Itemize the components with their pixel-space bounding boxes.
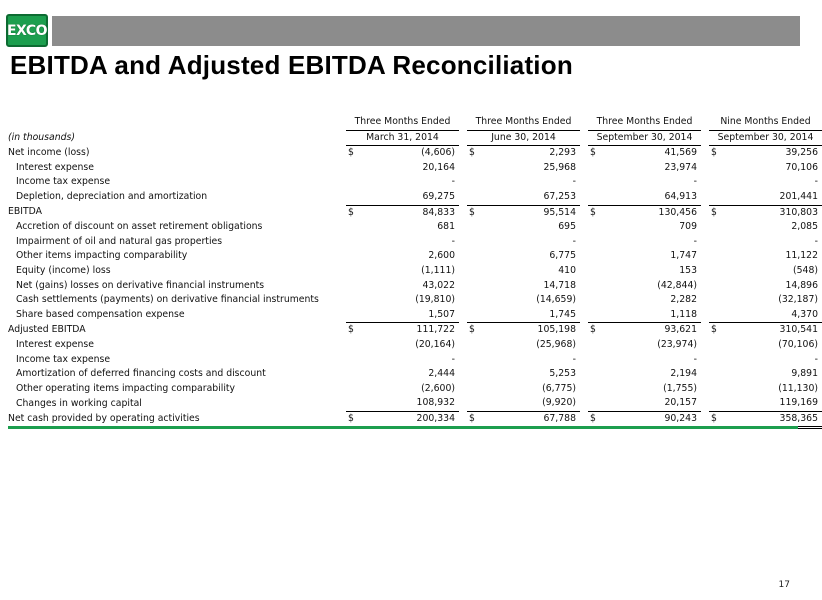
value-cell: 9,891: [791, 368, 818, 380]
table-row: [8, 396, 822, 411]
value-cell: -: [814, 235, 818, 247]
cell-gap: [701, 235, 709, 250]
row-label: Impairment of oil and natural gas properties: [16, 235, 223, 247]
cell-gap: [459, 323, 467, 338]
cell-gap: [459, 367, 467, 382]
currency-symbol: [709, 249, 721, 264]
currency-symbol: [588, 249, 600, 264]
value-cell: -: [451, 235, 455, 247]
header-gap: [459, 115, 467, 130]
currency-symbol: [709, 353, 721, 368]
currency-symbol: $: [590, 147, 596, 159]
value-cell: -: [572, 176, 576, 188]
reconciliation-table-container: [8, 115, 818, 429]
currency-symbol: $: [467, 205, 479, 220]
currency-symbol: [588, 279, 600, 294]
table-row: [8, 205, 822, 220]
cell-gap: [701, 293, 709, 308]
value-cell: -: [693, 176, 697, 188]
currency-symbol: [346, 264, 358, 279]
value-cell: (19,810): [415, 294, 455, 306]
value-cell: (14,659): [536, 294, 576, 306]
value-cell: 67,788: [479, 411, 580, 428]
value-cell: 153: [679, 264, 697, 276]
row-label: Interest expense: [16, 161, 94, 173]
currency-symbol: $: [346, 323, 358, 338]
currency-symbol: [467, 338, 479, 353]
value-cell: 14,896: [785, 279, 818, 291]
value-cell: 43,022: [422, 279, 455, 291]
row-label: Interest expense: [16, 338, 94, 350]
cell-gap: [580, 249, 588, 264]
currency-symbol: [346, 353, 358, 368]
currency-symbol: $: [467, 323, 479, 338]
currency-symbol: [467, 396, 479, 411]
cell-gap: [459, 353, 467, 368]
header-gap: [580, 115, 588, 130]
value-cell: 2,600: [428, 250, 455, 262]
value-cell: 2,293: [549, 147, 576, 159]
row-label: Share based compensation expense: [16, 308, 185, 320]
value-cell: -: [814, 176, 818, 188]
value-cell: (9,920): [542, 397, 576, 409]
currency-symbol: $: [711, 147, 717, 159]
currency-symbol: $: [588, 411, 600, 428]
cell-gap: [580, 323, 588, 338]
value-cell: 14,718: [543, 279, 576, 291]
cell-gap: [580, 235, 588, 250]
value-cell: -: [693, 353, 697, 365]
cell-gap: [459, 175, 467, 190]
cell-gap: [701, 190, 709, 205]
currency-symbol: [346, 367, 358, 382]
cell-gap: [459, 146, 467, 161]
cell-gap: [580, 264, 588, 279]
header-row-dates: [8, 130, 822, 146]
value-cell: 67,253: [543, 190, 576, 202]
currency-symbol: [467, 161, 479, 176]
currency-symbol: [346, 382, 358, 397]
table-row: [8, 382, 822, 397]
currency-symbol: [588, 293, 600, 308]
value-cell: 130,456: [600, 205, 701, 220]
cell-gap: [580, 338, 588, 353]
currency-symbol: [588, 353, 600, 368]
value-cell: 108,932: [416, 397, 455, 409]
currency-symbol: [346, 396, 358, 411]
table-row: [8, 323, 822, 338]
value-cell: (548): [793, 264, 818, 276]
table-row: [8, 353, 822, 368]
currency-symbol: [709, 175, 721, 190]
cell-gap: [580, 175, 588, 190]
value-cell: 39,256: [785, 147, 818, 159]
cell-gap: [459, 308, 467, 323]
cell-gap: [580, 308, 588, 323]
column-date: September 30, 2014: [588, 130, 701, 146]
value-cell: (1,111): [421, 264, 455, 276]
value-cell: 5,253: [549, 368, 576, 380]
cell-gap: [701, 396, 709, 411]
value-cell: 2,085: [791, 221, 818, 233]
currency-symbol: [588, 220, 600, 235]
value-cell: 95,514: [479, 205, 580, 220]
currency-symbol: [709, 220, 721, 235]
table-row: [8, 175, 822, 190]
cell-gap: [580, 220, 588, 235]
value-cell: 111,722: [358, 323, 459, 338]
currency-symbol: [588, 235, 600, 250]
row-label: Net cash provided by operating activities: [8, 413, 200, 425]
value-cell: 358,365: [721, 411, 822, 428]
value-cell: 1,507: [428, 308, 455, 320]
cell-gap: [701, 323, 709, 338]
currency-symbol: [467, 190, 479, 205]
currency-symbol: [588, 367, 600, 382]
value-cell: 695: [558, 221, 576, 233]
currency-symbol: [346, 190, 358, 205]
currency-symbol: [346, 338, 358, 353]
table-row: [8, 338, 822, 353]
units-label: (in thousands): [8, 131, 75, 143]
value-cell: 201,441: [779, 190, 818, 202]
row-label: Equity (income) loss: [16, 264, 111, 276]
column-date: March 31, 2014: [346, 130, 459, 146]
currency-symbol: [346, 235, 358, 250]
table-row: [8, 264, 822, 279]
value-cell: (1,755): [663, 382, 697, 394]
table-row: [8, 190, 822, 205]
table-body: [8, 146, 822, 428]
value-cell: 84,833: [358, 205, 459, 220]
value-cell: 6,775: [549, 250, 576, 262]
currency-symbol: [467, 353, 479, 368]
value-cell: 105,198: [479, 323, 580, 338]
value-cell: 200,334: [358, 411, 459, 428]
currency-symbol: $: [346, 205, 358, 220]
cell-gap: [701, 205, 709, 220]
currency-symbol: [588, 338, 600, 353]
currency-symbol: [588, 161, 600, 176]
cell-gap: [459, 190, 467, 205]
row-label: Cash settlements (payments) on derivative financial instruments: [16, 294, 319, 306]
currency-symbol: [588, 175, 600, 190]
value-cell: (42,844): [657, 279, 697, 291]
cell-gap: [701, 220, 709, 235]
value-cell: 2,444: [428, 368, 455, 380]
cell-gap: [580, 367, 588, 382]
cell-gap: [459, 235, 467, 250]
cell-gap: [701, 279, 709, 294]
value-cell: 41,569: [664, 147, 697, 159]
cell-gap: [701, 308, 709, 323]
cell-gap: [580, 190, 588, 205]
column-period: Three Months Ended: [346, 115, 459, 130]
currency-symbol: [709, 367, 721, 382]
header-gap: [459, 130, 467, 146]
value-cell: -: [451, 176, 455, 188]
value-cell: 25,968: [543, 161, 576, 173]
currency-symbol: [709, 308, 721, 323]
cell-gap: [701, 353, 709, 368]
value-cell: 20,157: [664, 397, 697, 409]
currency-symbol: [467, 367, 479, 382]
value-cell: 1,747: [670, 250, 697, 262]
row-label: Adjusted EBITDA: [8, 324, 86, 336]
row-label: Other items impacting comparability: [16, 250, 188, 262]
currency-symbol: [467, 293, 479, 308]
cell-gap: [580, 293, 588, 308]
value-cell: 310,803: [721, 205, 822, 220]
logo-text: EXCO: [6, 22, 48, 39]
currency-symbol: [588, 396, 600, 411]
value-cell: 2,282: [670, 294, 697, 306]
currency-symbol: $: [588, 323, 600, 338]
currency-symbol: [467, 308, 479, 323]
currency-symbol: $: [346, 411, 358, 428]
value-cell: 119,169: [779, 397, 818, 409]
row-label: Depletion, depreciation and amortization: [16, 191, 208, 203]
table-row: [8, 220, 822, 235]
cell-gap: [580, 146, 588, 161]
row-label: Net (gains) losses on derivative financial instruments: [16, 279, 265, 291]
currency-symbol: [709, 235, 721, 250]
currency-symbol: [588, 264, 600, 279]
cell-gap: [701, 382, 709, 397]
value-cell: -: [693, 235, 697, 247]
value-cell: (2,600): [421, 382, 455, 394]
column-date: June 30, 2014: [467, 130, 580, 146]
cell-gap: [701, 367, 709, 382]
reconciliation-table: [8, 115, 822, 429]
cell-gap: [459, 338, 467, 353]
value-cell: 70,106: [785, 161, 818, 173]
value-cell: (32,187): [778, 294, 818, 306]
currency-symbol: [346, 293, 358, 308]
cell-gap: [459, 293, 467, 308]
table-row: [8, 308, 822, 323]
value-cell: 709: [679, 221, 697, 233]
currency-symbol: [588, 382, 600, 397]
value-cell: -: [814, 353, 818, 365]
value-cell: 1,118: [670, 308, 697, 320]
value-cell: (23,974): [657, 338, 697, 350]
header-bar: [52, 16, 800, 46]
currency-symbol: [467, 220, 479, 235]
cell-gap: [580, 396, 588, 411]
column-period: Nine Months Ended: [709, 115, 822, 130]
currency-symbol: $: [709, 411, 721, 428]
table-row: [8, 235, 822, 250]
currency-symbol: [346, 279, 358, 294]
value-cell: 310,541: [721, 323, 822, 338]
column-date: September 30, 2014: [709, 130, 822, 146]
cell-gap: [459, 396, 467, 411]
table-row: [8, 249, 822, 264]
currency-symbol: [709, 161, 721, 176]
cell-gap: [701, 249, 709, 264]
column-period: Three Months Ended: [467, 115, 580, 130]
value-cell: 11,122: [785, 250, 818, 262]
header-spacer: [8, 115, 346, 130]
value-cell: 4,370: [791, 308, 818, 320]
row-label: EBITDA: [8, 206, 43, 218]
value-cell: 69,275: [422, 190, 455, 202]
value-cell: 90,243: [600, 411, 701, 428]
value-cell: 23,974: [664, 161, 697, 173]
cell-gap: [459, 279, 467, 294]
currency-symbol: $: [588, 205, 600, 220]
page-title: EBITDA and Adjusted EBITDA Reconciliation: [10, 50, 573, 80]
cell-gap: [580, 161, 588, 176]
table-row: [8, 293, 822, 308]
currency-symbol: [709, 338, 721, 353]
currency-symbol: [709, 382, 721, 397]
cell-gap: [701, 338, 709, 353]
value-cell: 64,913: [664, 190, 697, 202]
currency-symbol: [467, 264, 479, 279]
cell-gap: [459, 382, 467, 397]
value-cell: (25,968): [536, 338, 576, 350]
currency-symbol: [709, 264, 721, 279]
header-gap: [701, 115, 709, 130]
value-cell: 410: [558, 264, 576, 276]
value-cell: 681: [437, 221, 455, 233]
row-label: Amortization of deferred financing costs and discount: [16, 368, 266, 380]
cell-gap: [701, 264, 709, 279]
currency-symbol: [709, 396, 721, 411]
cell-gap: [580, 205, 588, 220]
currency-symbol: [467, 175, 479, 190]
exco-logo: [6, 14, 48, 47]
table-row: [8, 161, 822, 176]
currency-symbol: [588, 190, 600, 205]
currency-symbol: $: [709, 205, 721, 220]
row-label: Changes in working capital: [16, 397, 142, 409]
currency-symbol: $: [348, 147, 354, 159]
value-cell: -: [572, 353, 576, 365]
cell-gap: [459, 205, 467, 220]
cell-gap: [580, 382, 588, 397]
header-row-periods: [8, 115, 822, 130]
currency-symbol: [346, 161, 358, 176]
value-cell: (20,164): [415, 338, 455, 350]
currency-symbol: [467, 279, 479, 294]
currency-symbol: [346, 308, 358, 323]
row-label: Income tax expense: [16, 353, 111, 365]
row-label: Income tax expense: [16, 176, 111, 188]
table-row: [8, 367, 822, 382]
row-label: Other operating items impacting comparability: [16, 382, 236, 394]
currency-symbol: [346, 220, 358, 235]
currency-symbol: [346, 249, 358, 264]
currency-symbol: $: [467, 411, 479, 428]
table-row: [8, 146, 822, 161]
value-cell: -: [451, 353, 455, 365]
row-label: Accretion of discount on asset retirement obligations: [16, 221, 263, 233]
cell-gap: [459, 161, 467, 176]
row-label: Net income (loss): [8, 146, 90, 158]
currency-symbol: [467, 249, 479, 264]
value-cell: (11,130): [778, 382, 818, 394]
header-gap: [580, 130, 588, 146]
value-cell: -: [572, 235, 576, 247]
value-cell: (70,106): [778, 338, 818, 350]
currency-symbol: $: [709, 323, 721, 338]
currency-symbol: [346, 175, 358, 190]
value-cell: 93,621: [600, 323, 701, 338]
page-number: 17: [778, 580, 790, 590]
value-cell: 2,194: [670, 368, 697, 380]
value-cell: (4,606): [421, 147, 455, 159]
currency-symbol: [588, 308, 600, 323]
currency-symbol: [709, 190, 721, 205]
cell-gap: [580, 279, 588, 294]
column-period: Three Months Ended: [588, 115, 701, 130]
cell-gap: [459, 249, 467, 264]
cell-gap: [459, 264, 467, 279]
currency-symbol: [467, 235, 479, 250]
cell-gap: [701, 146, 709, 161]
bottom-rule: [8, 426, 798, 429]
cell-gap: [580, 353, 588, 368]
cell-gap: [701, 161, 709, 176]
cell-gap: [459, 220, 467, 235]
currency-symbol: $: [469, 147, 475, 159]
currency-symbol: [467, 382, 479, 397]
value-cell: (6,775): [542, 382, 576, 394]
value-cell: 20,164: [422, 161, 455, 173]
table-row: [8, 279, 822, 294]
header-gap: [701, 130, 709, 146]
cell-gap: [701, 175, 709, 190]
value-cell: 1,745: [549, 308, 576, 320]
currency-symbol: [709, 293, 721, 308]
currency-symbol: [709, 279, 721, 294]
